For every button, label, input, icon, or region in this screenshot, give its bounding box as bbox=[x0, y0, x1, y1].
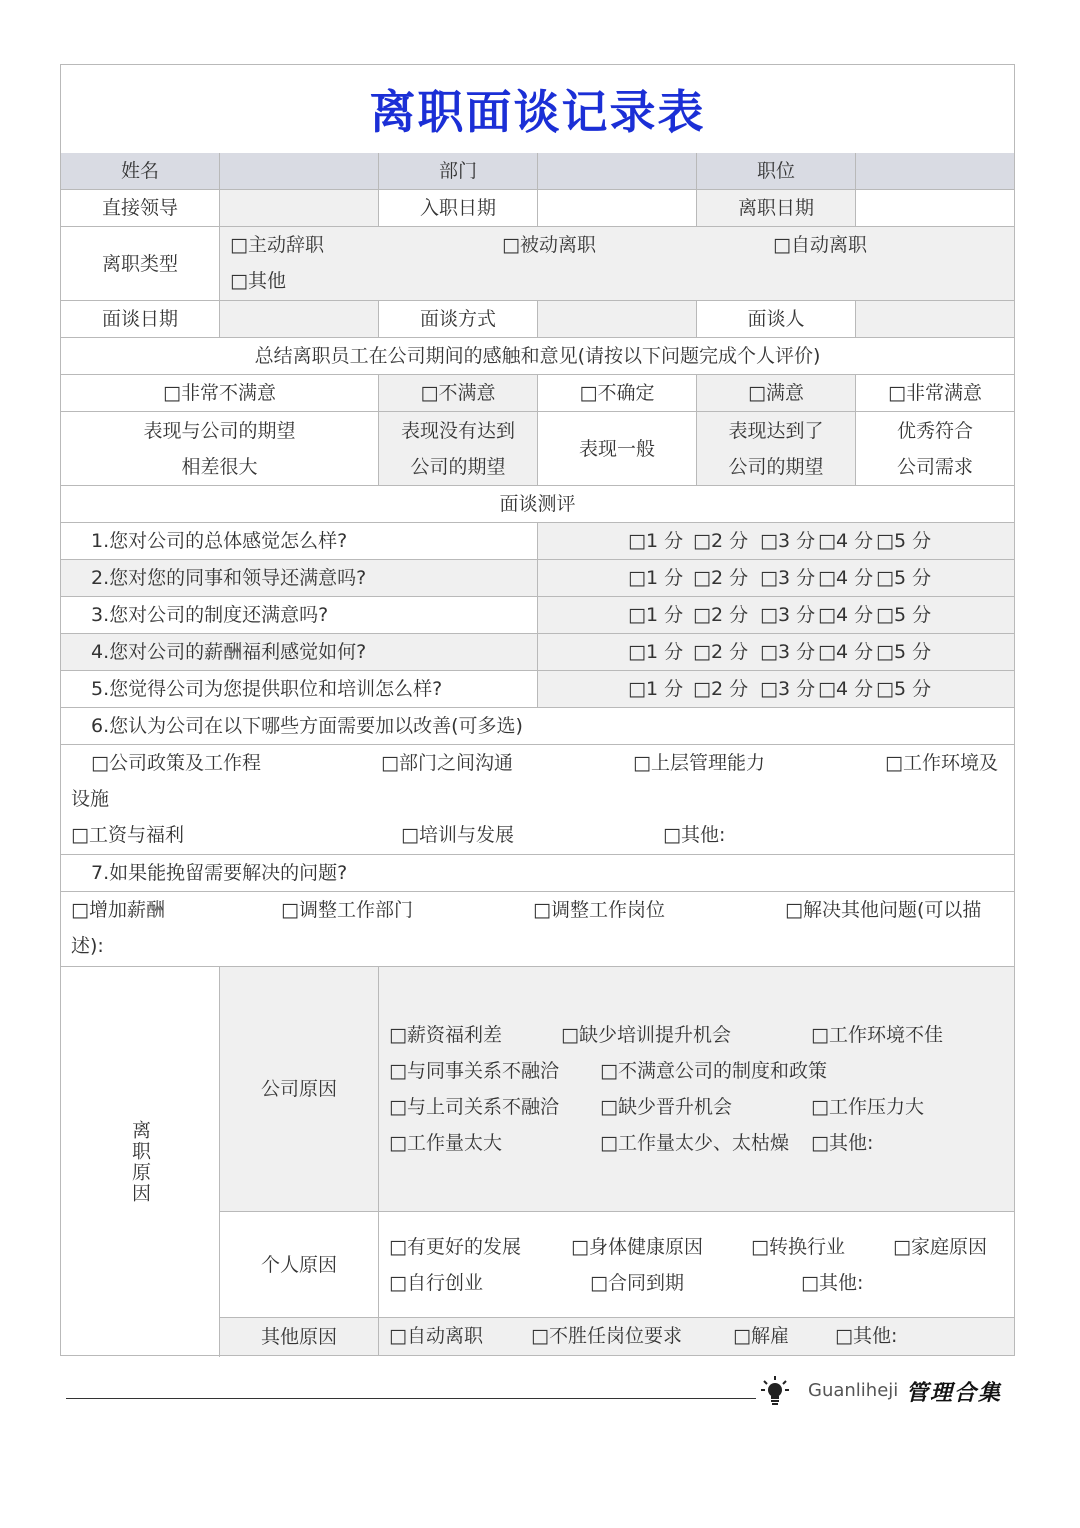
interviewer-value[interactable] bbox=[856, 301, 1014, 338]
position-value[interactable] bbox=[856, 153, 1014, 190]
score-option[interactable]: □4 分 bbox=[818, 530, 874, 552]
q6-text: 6.您认为公司在以下哪些方面需要加以改善(可多选) bbox=[61, 708, 1014, 745]
question-text: 4.您对公司的薪酬福利感觉如何? bbox=[61, 634, 538, 671]
score-option[interactable]: □2 分 bbox=[693, 604, 749, 626]
rating-desc bbox=[538, 412, 697, 486]
q7-options bbox=[61, 892, 1014, 967]
summary-header: 总结离职员工在公司期间的感触和意见(请按以下问题完成个人评价) bbox=[61, 338, 1014, 375]
reasons-label-cell bbox=[61, 967, 220, 1357]
score-option[interactable]: □4 分 bbox=[818, 604, 874, 626]
label-interview-date: 面谈日期 bbox=[61, 301, 220, 338]
label-join-date: 入职日期 bbox=[379, 190, 538, 227]
rating-desc-line: 优秀符合 bbox=[896, 419, 973, 442]
rating-desc-line: 表现达到了 bbox=[728, 419, 824, 442]
label-interview-mode: 面谈方式 bbox=[379, 301, 538, 338]
personal-reason-option[interactable]: □其他: bbox=[801, 1272, 864, 1294]
question-scores bbox=[538, 597, 1014, 634]
question-scores bbox=[538, 671, 1014, 708]
label-interviewer: 面谈人 bbox=[697, 301, 856, 338]
score-option[interactable]: □2 分 bbox=[693, 530, 749, 552]
type-option[interactable]: □其他 bbox=[230, 270, 286, 292]
score-option[interactable]: □1 分 bbox=[628, 641, 684, 663]
rating-option[interactable]: □非常满意 bbox=[856, 375, 1014, 412]
other-reason-option[interactable]: □其他: bbox=[835, 1325, 898, 1347]
q7-option[interactable]: □解决其他问题(可以描 bbox=[785, 899, 982, 921]
question-scores bbox=[538, 634, 1014, 671]
leave-date-value[interactable] bbox=[856, 190, 1014, 227]
personal-reason-option[interactable]: □身体健康原因 bbox=[571, 1236, 703, 1258]
q6-option-continued: 设施 bbox=[71, 788, 110, 810]
lightbulb-icon bbox=[760, 1374, 790, 1410]
other-reason-option[interactable]: □自动离职 bbox=[389, 1325, 483, 1347]
company-reason-option[interactable]: □其他: bbox=[811, 1132, 874, 1154]
label-leave-date: 离职日期 bbox=[697, 190, 856, 227]
reasons-label: 离职原因 bbox=[129, 1120, 151, 1204]
personal-reason-option[interactable]: □合同到期 bbox=[590, 1272, 684, 1294]
personal-reasons-options bbox=[379, 1212, 1014, 1318]
other-reason-option[interactable]: □不胜任岗位要求 bbox=[531, 1325, 682, 1347]
score-option[interactable]: □5 分 bbox=[876, 530, 932, 552]
form-sheet bbox=[60, 64, 1015, 1356]
rating-desc-line: 表现一般 bbox=[578, 437, 655, 460]
name-value[interactable] bbox=[220, 153, 379, 190]
label-name: 姓名 bbox=[61, 153, 220, 190]
footer-brand: Guanliheji bbox=[808, 1380, 899, 1401]
q6-option[interactable]: □工资与福利 bbox=[71, 824, 184, 846]
rating-desc bbox=[856, 412, 1014, 486]
question-scores bbox=[538, 523, 1014, 560]
score-option[interactable]: □4 分 bbox=[818, 567, 874, 589]
company-reasons-options bbox=[379, 967, 1014, 1212]
score-option[interactable]: □5 分 bbox=[876, 678, 932, 700]
question-text: 2.您对您的同事和领导还满意吗? bbox=[61, 560, 538, 597]
score-option[interactable]: □5 分 bbox=[876, 567, 932, 589]
company-reason-option[interactable]: □薪资福利差 bbox=[389, 1024, 502, 1046]
rating-option[interactable]: □不满意 bbox=[379, 375, 538, 412]
company-reasons-label: 公司原因 bbox=[220, 967, 379, 1212]
rating-desc-line: 相差很大 bbox=[181, 455, 258, 478]
score-option[interactable]: □1 分 bbox=[628, 678, 684, 700]
question-text: 1.您对公司的总体感觉怎么样? bbox=[61, 523, 538, 560]
personal-reason-option[interactable]: □转换行业 bbox=[751, 1236, 845, 1258]
personal-reason-option[interactable]: □有更好的发展 bbox=[389, 1236, 521, 1258]
interview-date-value[interactable] bbox=[220, 301, 379, 338]
q7-option[interactable]: □调整工作部门 bbox=[281, 899, 413, 921]
other-reason-option[interactable]: □解雇 bbox=[733, 1325, 789, 1347]
score-option[interactable]: □3 分 bbox=[760, 678, 816, 700]
score-option[interactable]: □3 分 bbox=[760, 604, 816, 626]
score-option[interactable]: □4 分 bbox=[818, 641, 874, 663]
rating-desc bbox=[61, 412, 379, 486]
rating-option[interactable]: □满意 bbox=[697, 375, 856, 412]
label-leader: 直接领导 bbox=[61, 190, 220, 227]
form-title: 离职面谈记录表 bbox=[369, 85, 706, 139]
company-reason-option[interactable]: □与上司关系不融洽 bbox=[389, 1096, 559, 1118]
q6-option[interactable]: □上层管理能力 bbox=[633, 752, 765, 774]
type-option[interactable]: □主动辞职 bbox=[230, 234, 324, 256]
q6-option[interactable]: □部门之间沟通 bbox=[381, 752, 513, 774]
score-option[interactable]: □3 分 bbox=[760, 530, 816, 552]
score-option[interactable]: □2 分 bbox=[693, 678, 749, 700]
dept-value[interactable] bbox=[538, 153, 697, 190]
q6-option[interactable]: □公司政策及工作程 bbox=[91, 752, 261, 774]
rating-desc bbox=[379, 412, 538, 486]
rating-option[interactable]: □非常不满意 bbox=[61, 375, 379, 412]
q6-options bbox=[61, 745, 1014, 855]
score-option[interactable]: □5 分 bbox=[876, 604, 932, 626]
company-reason-option[interactable]: □缺少晋升机会 bbox=[600, 1096, 732, 1118]
question-text: 5.您觉得公司为您提供职位和培训怎么样? bbox=[61, 671, 538, 708]
company-reason-option[interactable]: □缺少培训提升机会 bbox=[561, 1024, 731, 1046]
other-reasons-label: 其他原因 bbox=[220, 1318, 379, 1355]
rating-desc-line: 公司的期望 bbox=[410, 455, 506, 478]
personal-reason-option[interactable]: □自行创业 bbox=[389, 1272, 483, 1294]
question-scores bbox=[538, 560, 1014, 597]
score-option[interactable]: □2 分 bbox=[693, 641, 749, 663]
interview-mode-value[interactable] bbox=[538, 301, 697, 338]
personal-reasons-label: 个人原因 bbox=[220, 1212, 379, 1318]
rating-desc bbox=[697, 412, 856, 486]
footer-divider bbox=[66, 1398, 756, 1399]
q7-text: 7.如果能挽留需要解决的问题? bbox=[61, 855, 1014, 892]
rating-option[interactable]: □不确定 bbox=[538, 375, 697, 412]
rating-desc-line: 表现与公司的期望 bbox=[143, 419, 296, 442]
score-option[interactable]: □1 分 bbox=[628, 567, 684, 589]
type-option[interactable]: □被动离职 bbox=[502, 234, 596, 256]
company-reason-option[interactable]: □不满意公司的制度和政策 bbox=[600, 1060, 827, 1082]
label-dept: 部门 bbox=[379, 153, 538, 190]
type-option[interactable]: □自动离职 bbox=[773, 234, 867, 256]
rating-desc-line: 表现没有达到 bbox=[400, 419, 515, 442]
score-option[interactable]: □3 分 bbox=[760, 641, 816, 663]
score-option[interactable]: □5 分 bbox=[876, 641, 932, 663]
evaluation-header: 面谈测评 bbox=[61, 486, 1014, 523]
leader-value[interactable] bbox=[220, 190, 379, 227]
rating-desc-line: 公司需求 bbox=[896, 455, 973, 478]
q6-option[interactable]: □培训与发展 bbox=[401, 824, 514, 846]
score-option[interactable]: □1 分 bbox=[628, 530, 684, 552]
label-position: 职位 bbox=[697, 153, 856, 190]
join-date-value[interactable] bbox=[538, 190, 697, 227]
q6-option[interactable]: □其他: bbox=[663, 824, 726, 846]
q6-option[interactable]: □工作环境及 bbox=[885, 752, 998, 774]
q7-option[interactable]: □调整工作岗位 bbox=[533, 899, 665, 921]
score-option[interactable]: □2 分 bbox=[693, 567, 749, 589]
other-reasons-options bbox=[379, 1318, 1014, 1355]
company-reason-option[interactable]: □与同事关系不融洽 bbox=[389, 1060, 559, 1082]
leave-type-options bbox=[220, 227, 1014, 301]
score-option[interactable]: □3 分 bbox=[760, 567, 816, 589]
personal-reason-option[interactable]: □家庭原因 bbox=[893, 1236, 987, 1258]
company-reason-option[interactable]: □工作量太大 bbox=[389, 1132, 502, 1154]
score-option[interactable]: □4 分 bbox=[818, 678, 874, 700]
label-leave-type: 离职类型 bbox=[61, 227, 220, 301]
company-reason-option[interactable]: □工作压力大 bbox=[811, 1096, 924, 1118]
question-text: 3.您对公司的制度还满意吗? bbox=[61, 597, 538, 634]
q7-option[interactable]: □增加薪酬 bbox=[71, 899, 165, 921]
score-option[interactable]: □1 分 bbox=[628, 604, 684, 626]
q7-option-continued: 述): bbox=[71, 935, 104, 957]
rating-desc-line: 公司的期望 bbox=[728, 455, 824, 478]
company-reason-option[interactable]: □工作环境不佳 bbox=[811, 1024, 943, 1046]
company-reason-option[interactable]: □工作量太少、太枯燥 bbox=[600, 1132, 789, 1154]
footer-logo: 管理合集 bbox=[906, 1380, 1003, 1406]
